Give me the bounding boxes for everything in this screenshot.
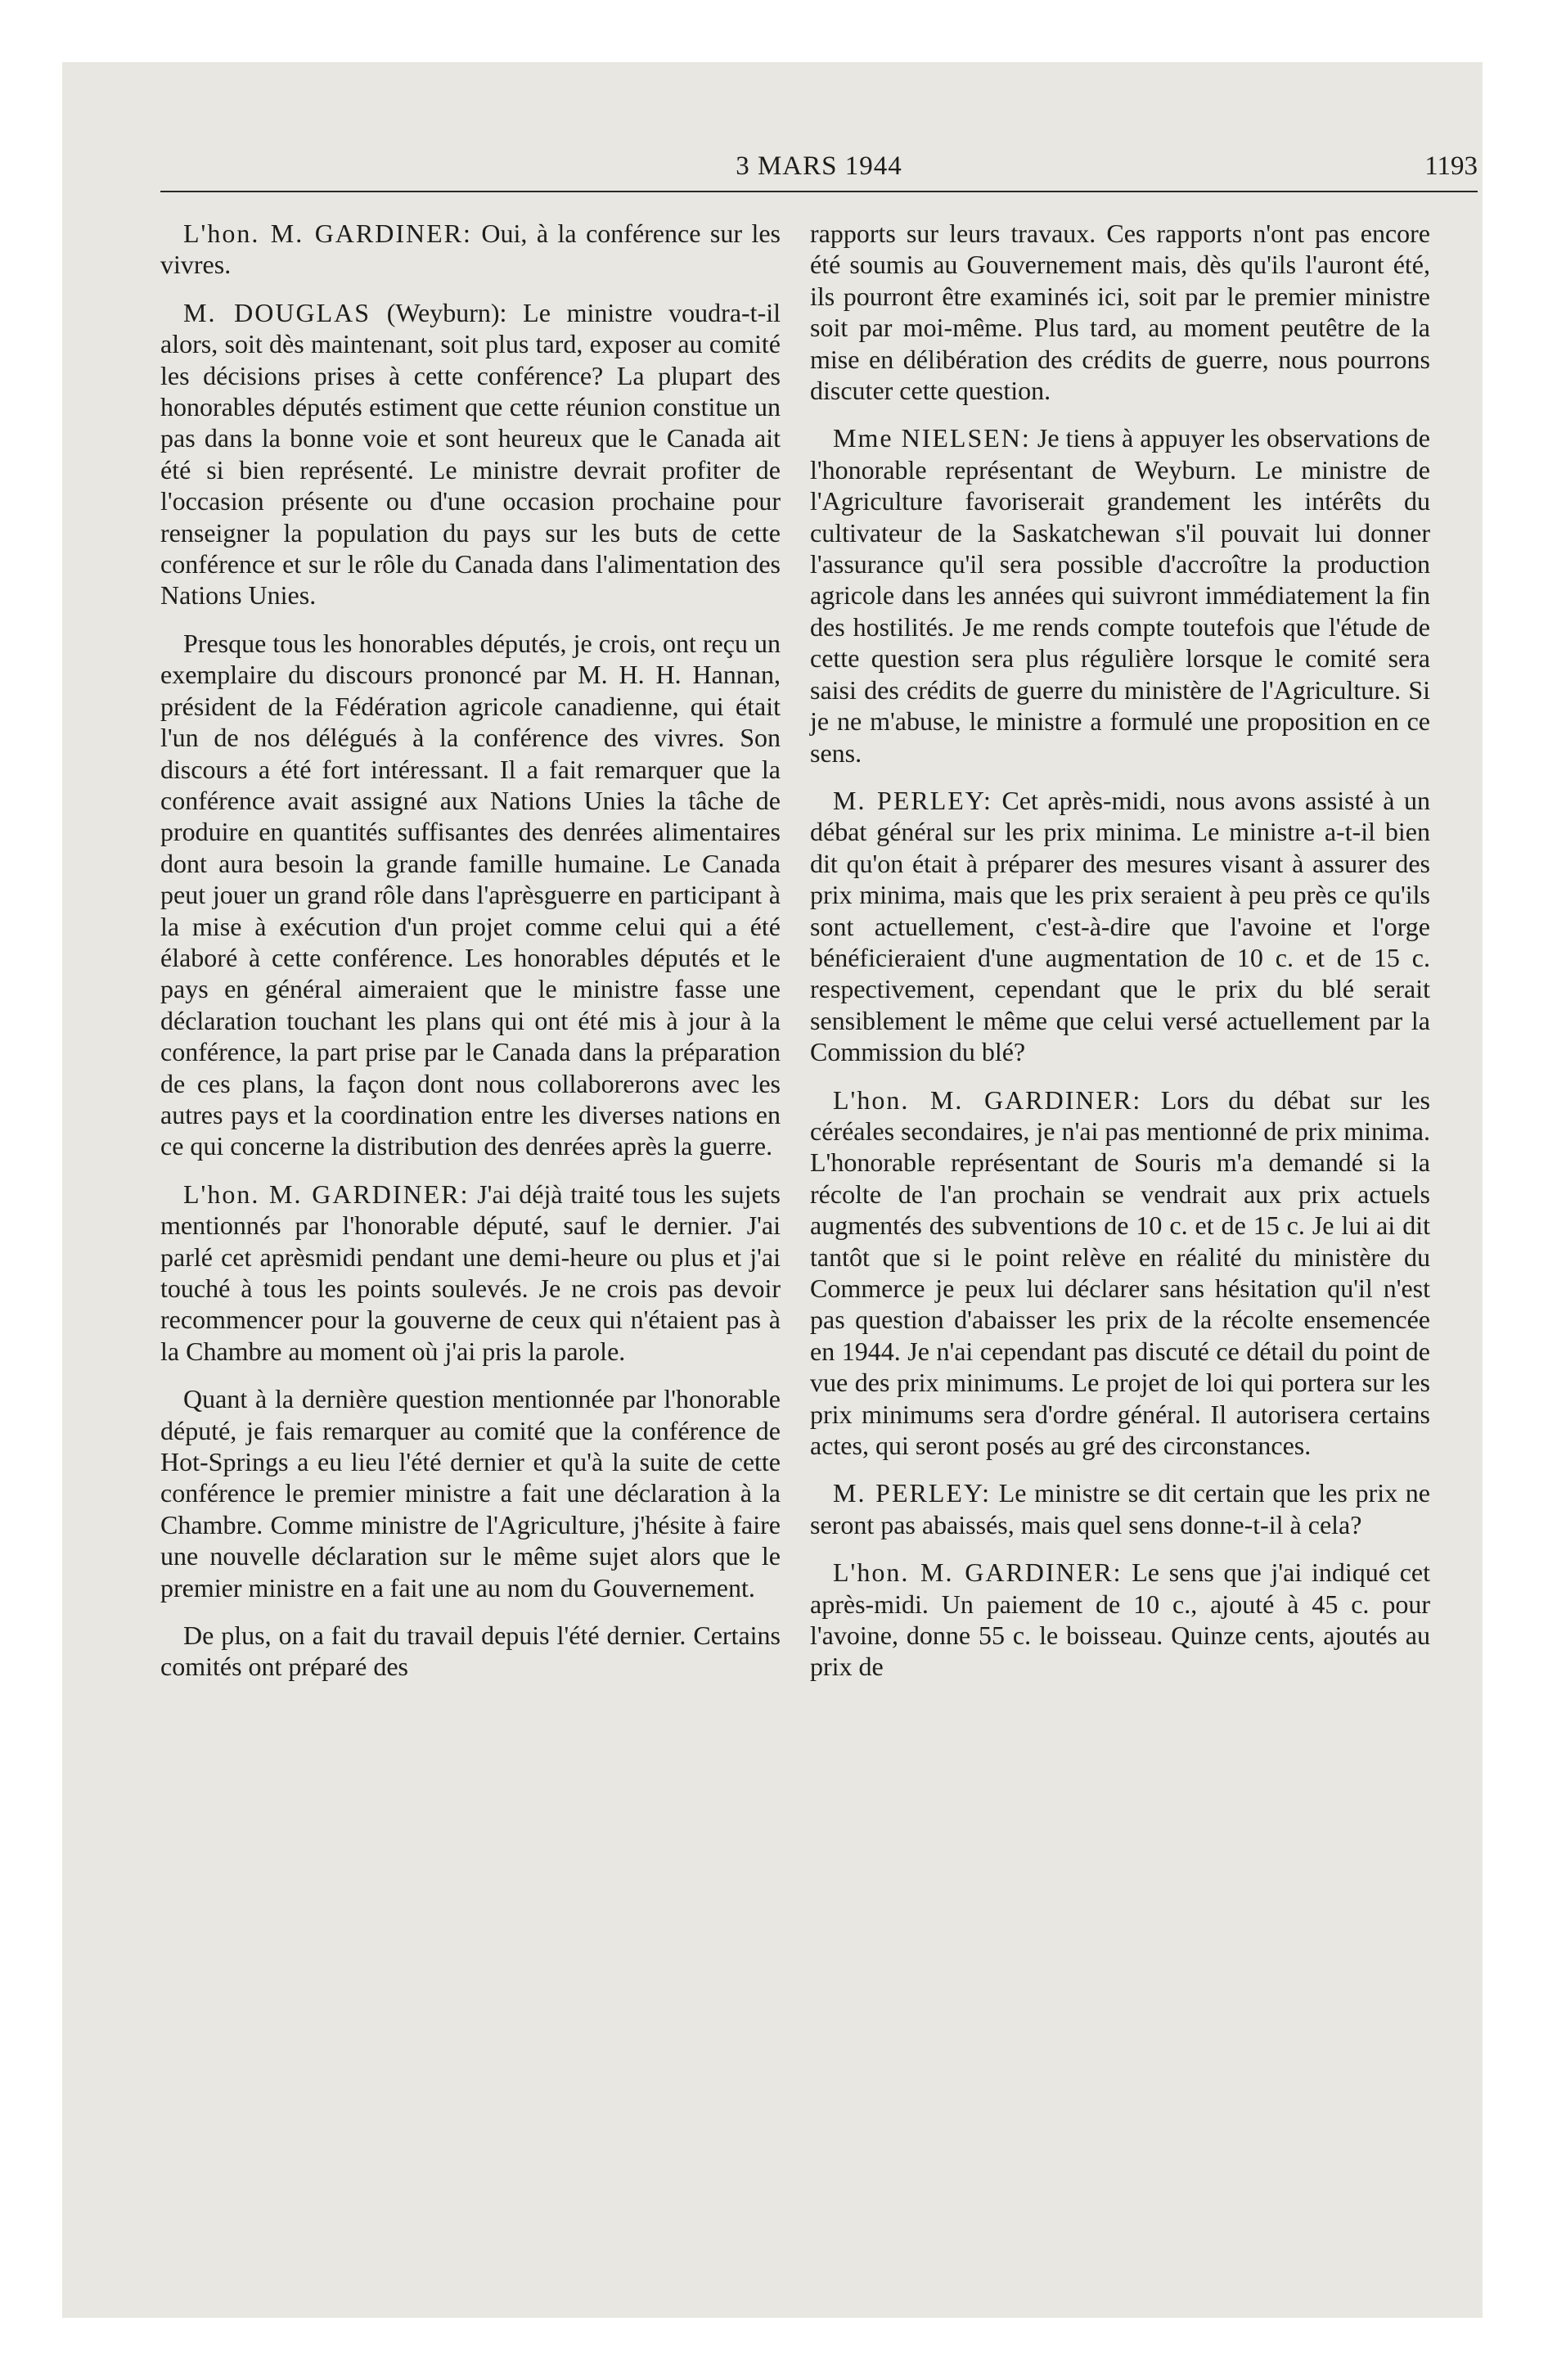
paragraph	[810, 1477, 1430, 1540]
paragraph	[160, 1179, 781, 1367]
paragraph	[160, 218, 781, 281]
paragraph-text: Le ministre se dit certain que les prix ne seront pas abaissés, mais quel sens donne-t-il à cela?	[810, 1478, 1431, 1539]
paragraph	[810, 218, 1430, 406]
paragraph-text: Quant à la dernière question mentionnée par l'honorable député, je fais remarquer au comité que la conférence de Hot-Springs a eu lieu l'été dernier et qu'à la suite de cette conférence le premier ministre a fait une déclaration à la Chambre. Comme ministre de l'Agriculture, j'hésite à faire une nouvelle déclaration sur le même sujet alors que le premier ministre en a fait une au nom du Gouvernement.	[160, 1384, 781, 1602]
paragraph-text: J'ai déjà traité tous les sujets mentionnés par l'honorable député, sauf le dernier. J'ai parlé cet aprèsmidi pendant une demi-heure ou plus et j'ai touché à tous les points soulevés. Je ne crois pas devoir recommencer pour la gouverne de ceux qui n'étaient pas à la Chambre au moment où j'ai pris la parole.	[160, 1179, 781, 1366]
paragraph	[810, 1084, 1430, 1462]
paragraph	[160, 1620, 781, 1683]
paragraph	[160, 628, 781, 1162]
speaker-name: Mme NIELSEN:	[833, 423, 1031, 453]
page-header	[160, 146, 1478, 187]
speaker-name: L'hon. M. GARDINER:	[833, 1084, 1142, 1115]
paragraph-text: (Weyburn): Le ministre voudra-t-il alors, soit dès maintenant, soit plus tard, exposer au comité les décisions prises à cette conférence? La plupart des honorables députés estiment que cette réunion constitue un pas dans la bonne voie et sont heureux que le Canada ait été si bien représenté. Le ministre devrait profiter de l'occasion présente ou d'une occasion prochaine pour renseigner la population du pays sur les buts de cette conférence et sur le rôle du Canada dans l'alimentation des Nations Unies.	[160, 297, 781, 611]
paragraph-text: De plus, on a fait du travail depuis l'été dernier. Certains comités ont préparé des	[160, 1620, 781, 1682]
paragraph-text: Le sens que j'ai indiqué cet après-midi. Un paiement de 10 c., ajouté à 45 c. pour l'avoine, donne 55 c. le boisseau. Quinze cents, ajoutés au prix de	[810, 1557, 1431, 1682]
speaker-name: L'hon. M. GARDINER:	[183, 219, 472, 248]
header-date: 3 MARS 1944	[736, 151, 902, 181]
paragraph-text: rapports sur leurs travaux. Ces rapports n'ont pas encore été soumis au Gouvernement mais, dès qu'ils l'auront été, ils pourront être examinés ici, soit par le premier ministre soit par moi-même. Plus tard, au moment peutêtre de la mise en délibération des crédits de guerre, nous pourrons discuter cette question.	[810, 219, 1430, 406]
speaker-name: M. DOUGLAS	[183, 297, 371, 327]
page-number: 1193	[1424, 151, 1478, 181]
speaker-name: M. PERLEY:	[833, 1478, 992, 1508]
scanned-page	[62, 62, 1483, 2318]
paragraph	[810, 1557, 1430, 1683]
speaker-name: M. PERLEY:	[833, 785, 992, 815]
paragraph-text: Presque tous les honorables députés, je crois, ont reçu un exemplaire du discours prononcé par M. H. H. Hannan, président de la Fédération agricole canadienne, qui était l'un de nos délégués à la conférence des vivres. Son discours a été fort intéressant. Il a fait remarquer que la conférence avait assigné aux Nations Unies la tâche de produire en quantités suffisantes des denrées alimentaires dont aura besoin la grande famille humaine. Le Canada peut jouer un grand rôle dans l'aprèsguerre en participant à la mise à exécution d'un projet comme celui qui a été élaboré à cette conférence. Les honorables députés et le pays en général aimeraient que le ministre fasse une déclaration touchant les plans qui ont été mis à jour à la conférence, la part prise par le Canada dans la préparation de ces plans, la façon dont nous collaborerons avec les autres pays et la coordination entre les diverses nations en ce qui concerne la distribution des denrées après la guerre.	[160, 628, 781, 1161]
paragraph	[160, 1383, 781, 1603]
right-column	[810, 218, 1430, 1699]
paragraph	[160, 297, 781, 611]
left-column	[160, 218, 781, 1699]
speaker-name: L'hon. M. GARDINER:	[833, 1557, 1123, 1588]
header-rule	[160, 191, 1478, 192]
paragraph-text: Lors du débat sur les céréales secondaires, je n'ai pas mentionné de prix minima. L'honorable représentant de Souris m'a demandé si la récolte de l'an prochain se vendrait aux prix actuels augmentés des subventions de 10 c. et de 15 c. Je lui ai dit tantôt que si le point relève en réalité du ministère du Commerce je peux lui déclarer sans hésitation qu'il n'est pas question d'abaisser les prix de la récolte ensemencée en 1944. Je n'ai cependant pas discuté ce détail du point de vue des prix minimums. Le projet de loi qui portera sur les prix minimums sera d'ordre général. Il autorisera certains actes, qui seront posés au gré des circonstances.	[810, 1084, 1431, 1461]
paragraph-text: Oui, à la conférence sur les vivres.	[160, 219, 781, 280]
paragraph-text: Cet après-midi, nous avons assisté à un débat général sur les prix minima. Le ministre a-t-il bien dit qu'on était à préparer des mesures visant à assurer des prix minima, mais que les prix seraient à peu près ce qu'ils sont actuellement, c'est-à-dire que l'avoine et l'orge bénéficieraient d'une augmentation de 10 c. et de 15 c. respectivement, cependant que le prix du blé serait sensiblement le même que celui versé actuellement par la Commission du blé?	[810, 785, 1431, 1067]
paragraph	[810, 785, 1430, 1068]
paragraph	[810, 422, 1430, 768]
speaker-name: L'hon. M. GARDINER:	[183, 1179, 470, 1209]
paragraph-text: Je tiens à appuyer les observations de l'honorable représentant de Weyburn. Le ministre de l'Agriculture favoriserait grandement les intérêts du cultivateur de la Saskatchewan s'il pouvait lui donner l'assurance qu'il sera possible d'accroître la production agricole dans les années qui suivront immédiatement la fin des hostilités. Je me rends compte toutefois que l'étude de cette question sera plus régulière lorsque le comité sera saisi des crédits de guerre du ministère de l'Agriculture. Si je ne m'abuse, le ministre a formulé une proposition en ce sens.	[810, 423, 1431, 768]
